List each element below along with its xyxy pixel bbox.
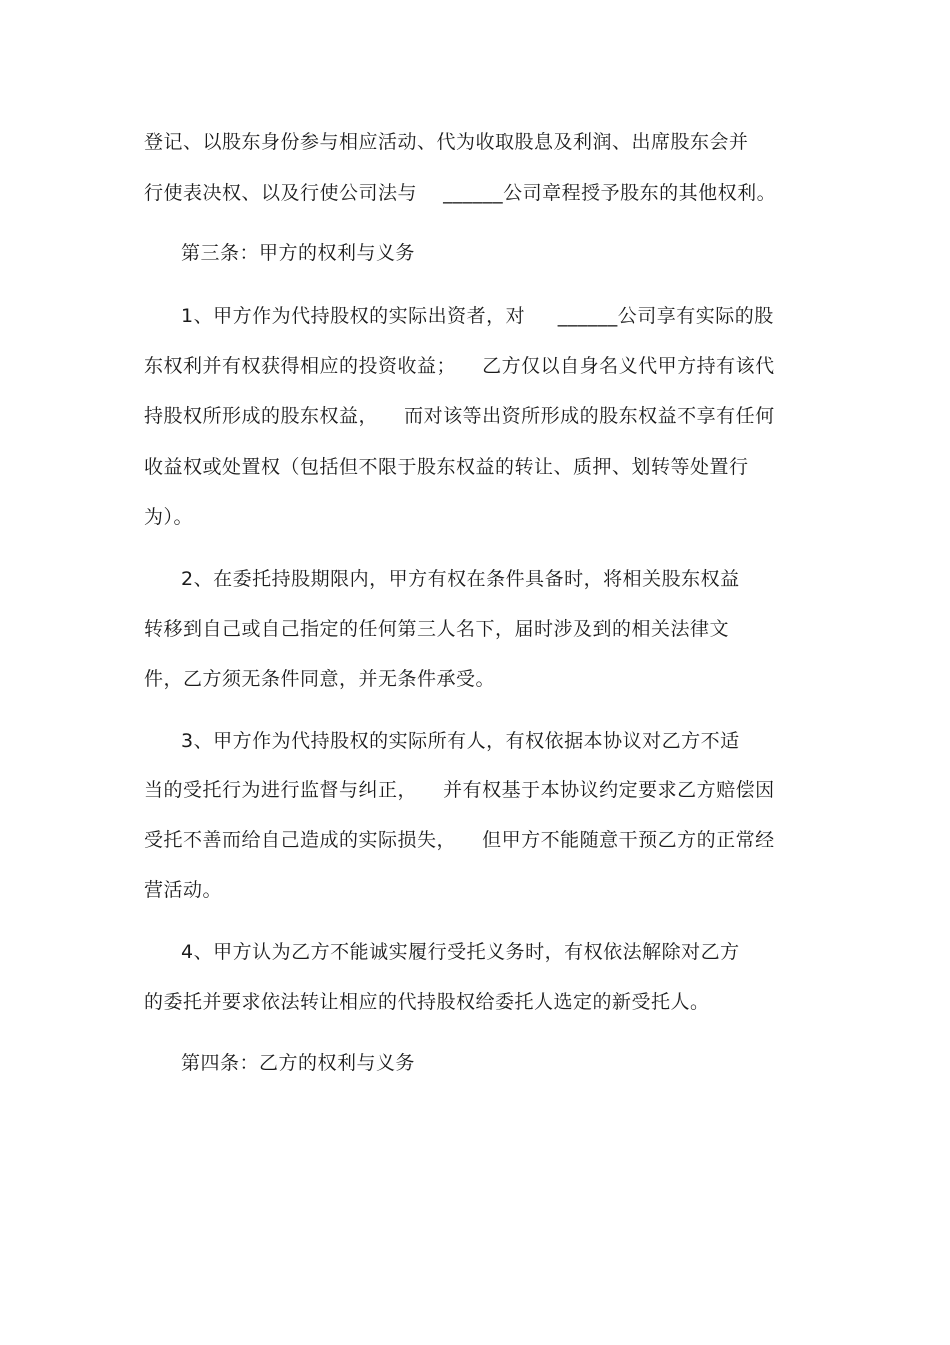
text-line: 收益权或处置权（包括但不限于股东权益的转让、质押、划转等处置行 <box>144 456 749 478</box>
text-line: 的委托并要求依法转让相应的代持股权给委托人选定的新受托人。 <box>144 991 710 1013</box>
text-line: 持股权所形成的股东权益， 而对该等出资所形成的股东权益不享有任何 <box>144 405 775 427</box>
text-line: 3、甲方作为代持股权的实际所有人，有权依据本协议对乙方不适 <box>181 730 740 752</box>
text-line: 登记、以股东身份参与相应活动、代为收取股息及利润、出席股东会并 <box>144 131 749 153</box>
section-heading-3: 第三条：甲方的权利与义务 <box>181 242 416 264</box>
text-line: 4、甲方认为乙方不能诚实履行受托义务时，有权依法解除对乙方 <box>181 941 740 963</box>
text-line: 受托不善而给自己造成的实际损失， 但甲方不能随意干预乙方的正常经 <box>144 829 775 851</box>
text-line: 当的受托行为进行监督与纠正， 并有权基于本协议约定要求乙方赔偿因 <box>144 779 775 801</box>
text-line: 转移到自己或自己指定的任何第三人名下，届时涉及到的相关法律文 <box>144 618 730 640</box>
text-line: 1、甲方作为代持股权的实际出资者，对 ______公司享有实际的股 <box>181 305 774 327</box>
text-line: 为）。 <box>144 506 194 528</box>
text-line: 行使表决权、以及行使公司法与 ______公司章程授予股东的其他权利。 <box>144 182 777 204</box>
text-line: 2、在委托持股期限内，甲方有权在条件具备时，将相关股东权益 <box>181 568 740 590</box>
section-heading-4: 第四条：乙方的权利与义务 <box>181 1052 416 1074</box>
text-line: 营活动。 <box>144 879 223 901</box>
text-line: 东权利并有权获得相应的投资收益； 乙方仅以自身名义代甲方持有该代 <box>144 355 775 377</box>
text-line: 件，乙方须无条件同意，并无条件承受。 <box>144 668 496 690</box>
